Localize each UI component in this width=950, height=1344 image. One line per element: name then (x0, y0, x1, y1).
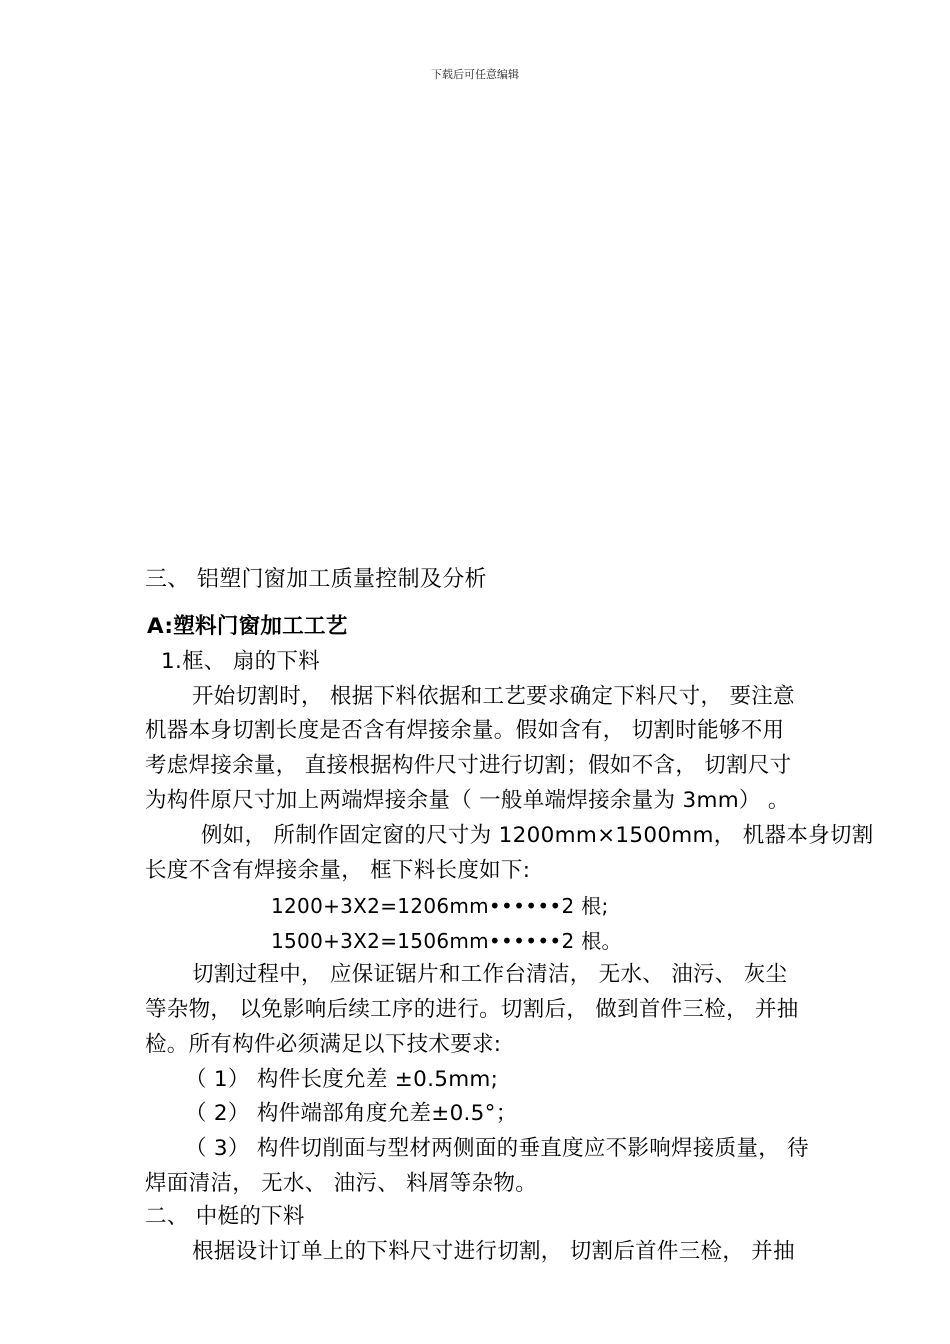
calculation-line-1: 1200+3X2=1206mm••••••2 根; (271, 894, 609, 918)
paragraph-3-line-2: 等杂物， 以免影响后续工序的进行。切割后， 做到首件三检， 并抽 (145, 997, 799, 1022)
paragraph-1-line-3: 考虑焊接余量， 直接根据构件尺寸进行切割；假如不含， 切割尺寸 (145, 753, 792, 778)
requirement-3-line-1: （ 3） 构件切削面与型材两侧面的垂直度应不影响焊接质量， 待 (185, 1136, 809, 1161)
paragraph-4-line-1: 根据设计订单上的下料尺寸进行切割， 切割后首件三检， 并抽 (192, 1239, 795, 1264)
paragraph-2-line-2: 长度不含有焊接余量， 框下料长度如下: (145, 858, 531, 883)
page-header-note: 下载后可任意编辑 (431, 68, 519, 81)
subsection-1-title: 1.框、 扇的下料 (161, 649, 321, 674)
section-2-title: 二、 中梃的下料 (145, 1204, 305, 1229)
paragraph-1-line-1: 开始切割时， 根据下料依据和工艺要求确定下料尺寸， 要注意 (192, 684, 795, 709)
paragraph-1-line-4: 为构件原尺寸加上两端焊接余量（ 一般单端焊接余量为 3mm） 。 (145, 788, 790, 813)
paragraph-3-line-3: 检。所有构件必须满足以下技术要求: (145, 1032, 502, 1057)
paragraph-2-line-1: 例如， 所制作固定窗的尺寸为 1200mm×1500mm， 机器本身切割 (201, 823, 874, 848)
requirement-1: （ 1） 构件长度允差 ±0.5mm; (185, 1067, 499, 1092)
requirement-2: （ 2） 构件端部角度允差±0.5°； (185, 1101, 518, 1126)
requirement-3-line-2: 焊面清洁， 无水、 油污、 料屑等杂物。 (145, 1171, 538, 1196)
section-3-title: 三、 铝塑门窗加工质量控制及分析 (145, 567, 487, 592)
paragraph-3-line-1: 切割过程中， 应保证锯片和工作台清洁， 无水、 油污、 灰尘 (192, 962, 788, 987)
section-a-title: A:塑料门窗加工工艺 (147, 614, 348, 639)
paragraph-1-line-2: 机器本身切割长度是否含有焊接余量。假如含有， 切割时能够不用 (145, 718, 785, 743)
calculation-line-2: 1500+3X2=1506mm••••••2 根。 (271, 929, 622, 953)
